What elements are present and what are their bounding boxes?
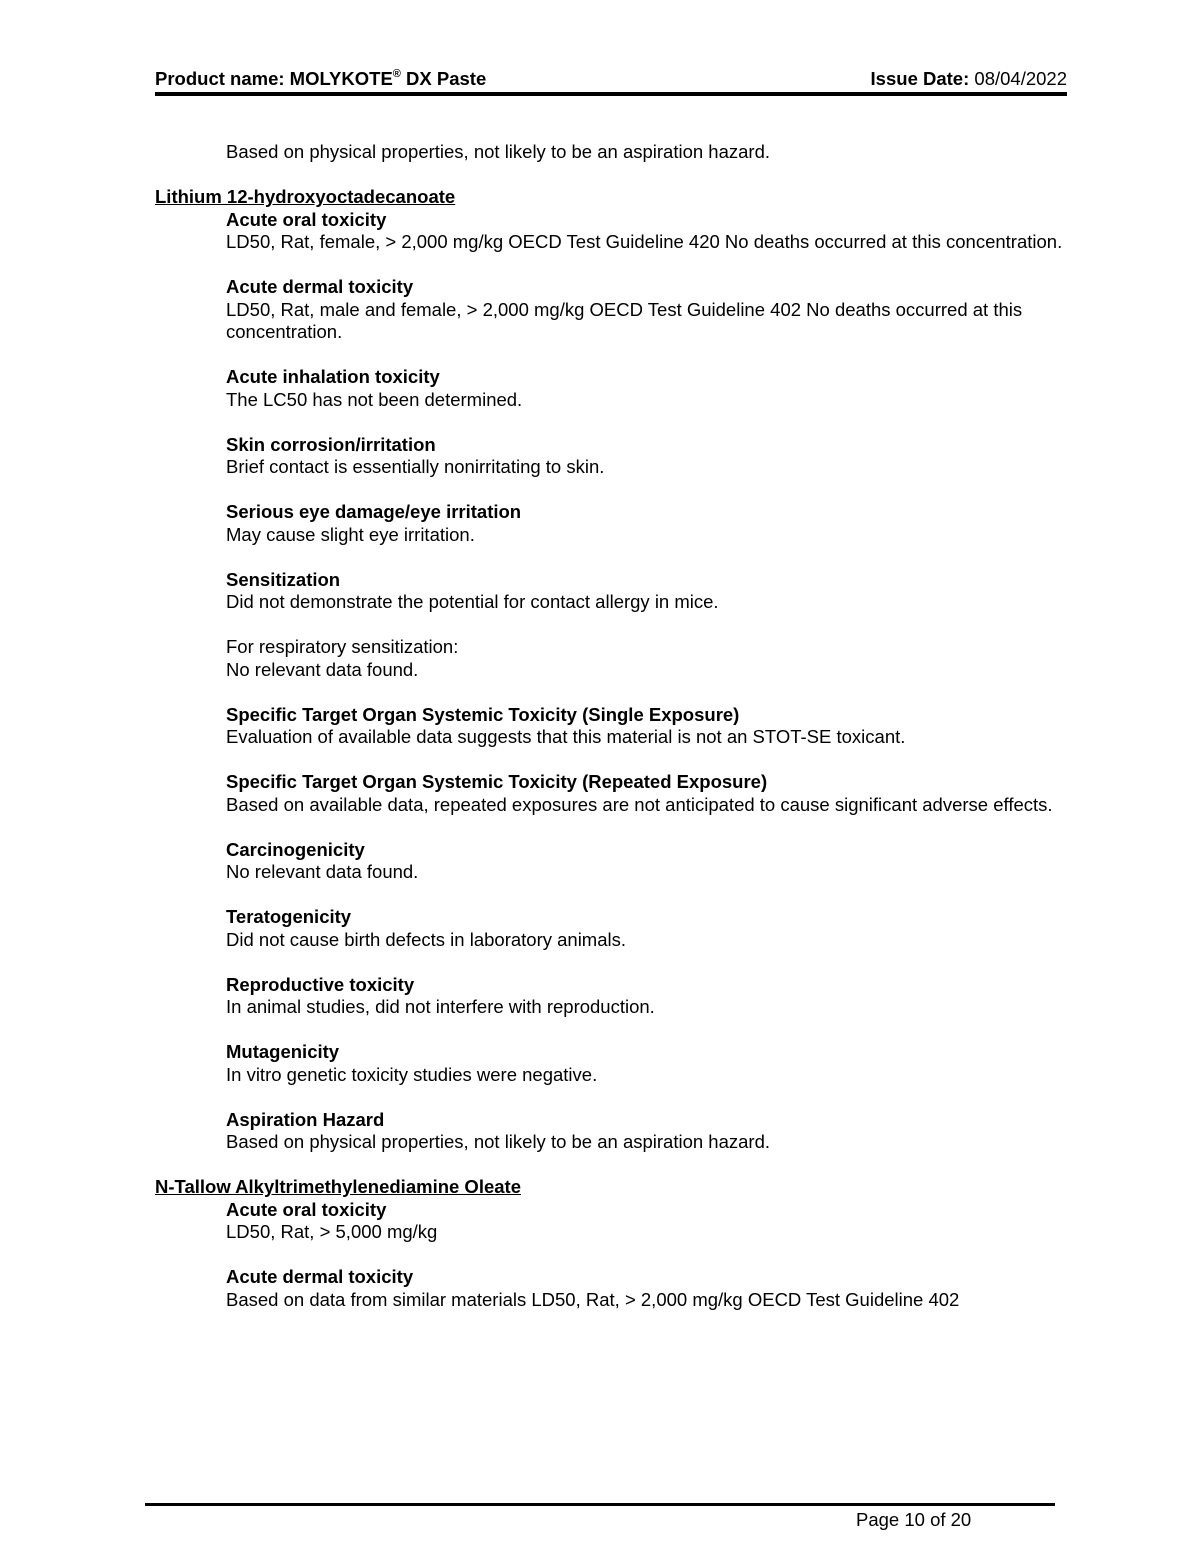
footer-rule xyxy=(145,1503,1055,1506)
s1-respiratory xyxy=(226,636,1067,681)
s1-stot-re-heading: Specific Target Organ Systemic Toxicity (Repeated Exposure) xyxy=(226,771,768,792)
product-suffix: DX Paste xyxy=(400,68,487,89)
s1-mutagenicity-heading: Mutagenicity xyxy=(226,1041,340,1062)
s1-aspiration-text: Based on physical properties, not likely to be an aspiration hazard. xyxy=(226,1131,771,1152)
s1-reproductive xyxy=(226,974,1067,1019)
substance-1-section xyxy=(155,209,1067,1154)
header-rule xyxy=(155,92,1067,96)
s2-acute-dermal-heading: Acute dermal toxicity xyxy=(226,1266,414,1287)
s1-stot-se xyxy=(226,704,1067,749)
issue-date xyxy=(871,68,1067,91)
issue-date-value: 08/04/2022 xyxy=(974,68,1067,89)
s1-teratogenicity-heading: Teratogenicity xyxy=(226,906,352,927)
s1-acute-dermal-heading: Acute dermal toxicity xyxy=(226,276,414,297)
product-name xyxy=(155,68,486,91)
s1-teratogenicity xyxy=(226,906,1067,951)
product-label: Product name: MOLYKOTE xyxy=(155,68,393,89)
s2-acute-oral-text: LD50, Rat, > 5,000 mg/kg xyxy=(226,1221,438,1242)
s1-eye-text: May cause slight eye irritation. xyxy=(226,523,475,545)
s1-sensitization xyxy=(226,569,1067,614)
s1-respiratory-line2: No relevant data found. xyxy=(226,658,419,680)
s1-aspiration-heading: Aspiration Hazard xyxy=(226,1108,385,1130)
s1-acute-dermal-text: LD50, Rat, male and female, > 2,000 mg/kg OECD Test Guideline 402 No deaths occurred at this concentration. xyxy=(226,298,1023,342)
document-body xyxy=(155,141,1067,1334)
s1-stot-re xyxy=(226,771,1067,816)
intro-paragraph xyxy=(155,141,1067,164)
s1-skin-heading: Skin corrosion/irritation xyxy=(226,433,436,455)
s2-acute-dermal-text: Based on data from similar materials LD50, Rat, > 2,000 mg/kg OECD Test Guideline 402 xyxy=(226,1288,960,1310)
s1-stot-re-text: Based on available data, repeated exposures are not anticipated to cause significant adverse effects. xyxy=(226,793,1053,815)
substance-2-name: N-Tallow Alkyltrimethylenediamine Oleate xyxy=(155,1176,521,1197)
s1-reproductive-heading: Reproductive toxicity xyxy=(226,973,415,995)
s1-acute-inhalation-heading: Acute inhalation toxicity xyxy=(226,366,440,387)
s1-mutagenicity-text: In vitro genetic toxicity studies were negative. xyxy=(226,1063,598,1085)
s1-skin-text: Brief contact is essentially nonirritating to skin. xyxy=(226,456,605,477)
substance-2-section xyxy=(155,1199,1067,1312)
s1-eye-heading: Serious eye damage/eye irritation xyxy=(226,501,522,522)
s1-aspiration xyxy=(226,1109,1067,1154)
s1-stot-se-heading: Specific Target Organ Systemic Toxicity (Single Exposure) xyxy=(226,703,740,725)
s1-acute-oral-heading: Acute oral toxicity xyxy=(226,208,387,230)
s1-acute-inhalation-text: The LC50 has not been determined. xyxy=(226,388,523,410)
s1-carcinogenicity-heading: Carcinogenicity xyxy=(226,838,365,860)
issue-date-label: Issue Date: xyxy=(870,68,975,89)
s1-mutagenicity xyxy=(226,1041,1067,1086)
s1-reproductive-text: In animal studies, did not interfere with reproduction. xyxy=(226,996,655,1017)
intro-text: Based on physical properties, not likely to be an aspiration hazard. xyxy=(226,141,771,162)
s2-acute-oral xyxy=(226,1199,1067,1244)
page-number: Page 10 of 20 xyxy=(856,1509,972,1530)
s1-respiratory-line1: For respiratory sensitization: xyxy=(226,636,459,657)
s1-acute-oral xyxy=(226,209,1067,254)
s1-acute-oral-text: LD50, Rat, female, > 2,000 mg/kg OECD Test Guideline 420 No deaths occurred at this concentration. xyxy=(226,231,1063,252)
s1-carcinogenicity-text: No relevant data found. xyxy=(226,861,419,882)
s1-acute-inhalation xyxy=(226,366,1067,411)
substance-1-name: Lithium 12-hydroxyoctadecanoate xyxy=(155,186,456,207)
s2-acute-oral-heading: Acute oral toxicity xyxy=(226,1198,387,1220)
s1-teratogenicity-text: Did not cause birth defects in laboratory animals. xyxy=(226,928,627,950)
s1-sensitization-heading: Sensitization xyxy=(226,568,341,590)
page-header xyxy=(155,68,1067,92)
s1-eye xyxy=(226,501,1067,546)
s1-stot-se-text: Evaluation of available data suggests that this material is not an STOT-SE toxicant. xyxy=(226,726,906,747)
s1-acute-dermal xyxy=(226,276,1067,344)
s2-acute-dermal xyxy=(226,1266,1067,1311)
registered-mark: ® xyxy=(392,67,401,80)
s1-carcinogenicity xyxy=(226,839,1067,884)
s1-skin xyxy=(226,434,1067,479)
s1-sensitization-text: Did not demonstrate the potential for contact allergy in mice. xyxy=(226,591,719,612)
